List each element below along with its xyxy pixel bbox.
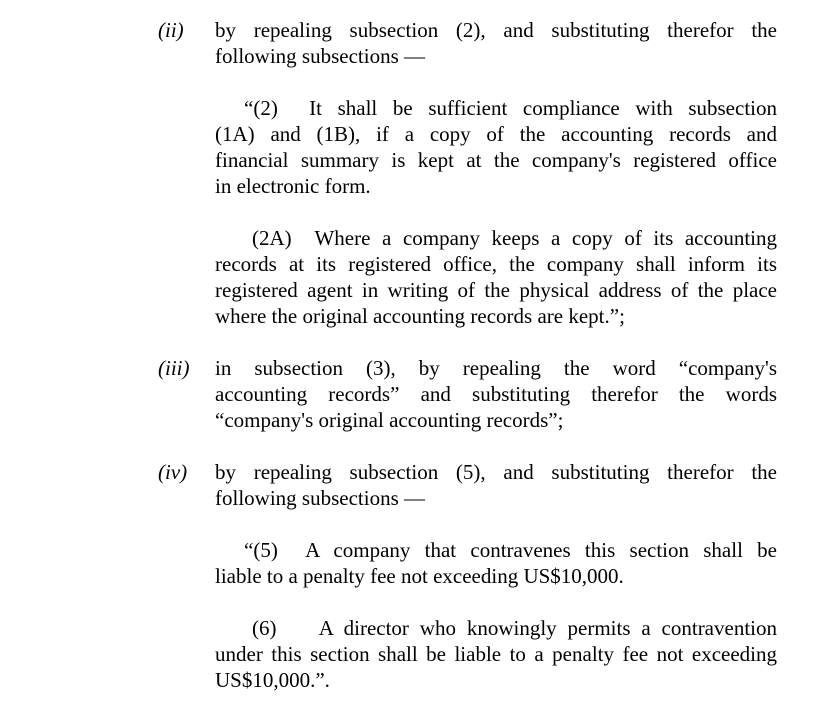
- text-line: under this section shall be liable to a penalty fee not exceeding: [215, 642, 777, 666]
- text-line: records at its registered office, the company shall inform its: [215, 252, 777, 276]
- text-line: where the original accounting records are kept.”;: [215, 304, 625, 328]
- clause-item-iv: [158, 459, 777, 715]
- text-line: registered agent in writing of the physical address of the place: [215, 278, 777, 302]
- paragraph: [215, 459, 777, 511]
- text-line: “(5) A company that contravenes this section shall be: [244, 538, 777, 562]
- clause-marker: (ii): [158, 18, 184, 42]
- amendment-text-block: [158, 17, 777, 715]
- clause-body: [215, 17, 777, 355]
- text-line: in electronic form.: [215, 174, 371, 198]
- paragraph-quoted-subsection-6: [215, 615, 777, 693]
- paragraph-quoted-subsection-5: [215, 537, 777, 589]
- paragraph: [215, 17, 777, 69]
- text-line: accounting records” and substituting therefor the words: [215, 382, 777, 406]
- clause-marker: (iv): [158, 460, 188, 484]
- text-line: by repealing subsection (2), and substituting therefor the: [215, 18, 777, 42]
- clause-marker: (iii): [158, 356, 190, 380]
- text-line: US$10,000.”.: [215, 668, 330, 692]
- text-line: in subsection (3), by repealing the word “company's: [215, 356, 777, 380]
- paragraph-quoted-subsection-2: [215, 95, 777, 199]
- paragraph-quoted-subsection-2A: [215, 225, 777, 329]
- clause-item-iii: [158, 355, 777, 459]
- clause-body: [215, 355, 777, 459]
- text-line: following subsections —: [215, 486, 425, 510]
- text-line: (6) A director who knowingly permits a contravention: [252, 616, 777, 640]
- clause-item-ii: [158, 17, 777, 355]
- paragraph: [215, 355, 777, 433]
- text-line: (2A) Where a company keeps a copy of its accounting: [252, 226, 777, 250]
- text-line: (1A) and (1B), if a copy of the accounting records and: [215, 122, 777, 146]
- text-line: by repealing subsection (5), and substituting therefor the: [215, 460, 777, 484]
- text-line: “company's original accounting records”;: [215, 408, 564, 432]
- text-line: “(2) It shall be sufficient compliance with subsection: [244, 96, 777, 120]
- text-line: financial summary is kept at the company's registered office: [215, 148, 777, 172]
- clause-body: [215, 459, 777, 715]
- text-line: liable to a penalty fee not exceeding US$10,000.: [215, 564, 624, 588]
- text-line: following subsections —: [215, 44, 425, 68]
